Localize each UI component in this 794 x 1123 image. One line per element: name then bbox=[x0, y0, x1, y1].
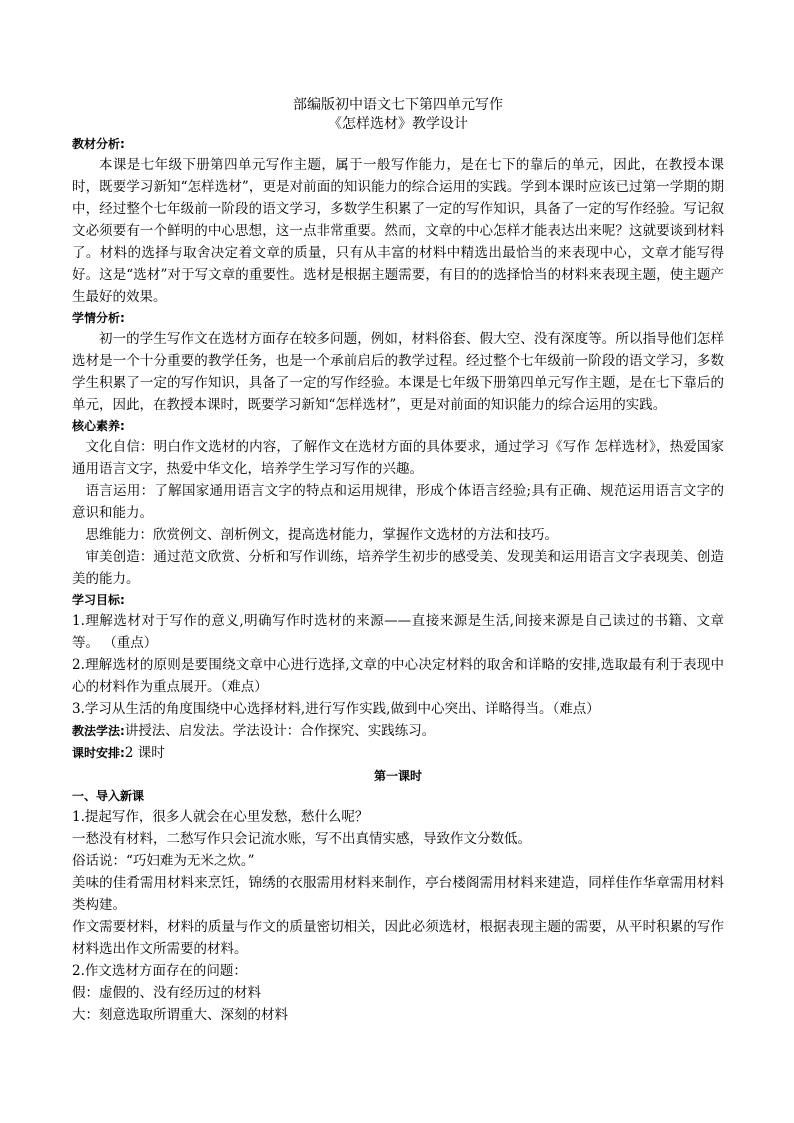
learning-goal-item: 2.理解选材的原则是要围绕文章中心进行选择,文章的中心决定材料的取舍和详略的安排,选取最有利于表现中心的材料作为重点展开。（难点） bbox=[72, 657, 724, 695]
class-hours-line bbox=[72, 742, 724, 764]
materials-analysis-text: 本课是七年级下册第四单元写作主题，属于一般写作能力，是在七下的靠后的单元，因此，在教授本课时，既要学习新知“怎样选材”，更是对前面的知识能力的综合运用的实践。学到本课时应该已过第一学期的期中，经过整个七年级前一阶段的语文学习，多数学生积累了一定的写作知识，具备了一定的写作经验。写记叙文必须要有一个鲜明的中心思想，这一点非常重要。然而，文章的中心怎样才能表达出来呢？这就要谈到材料了。材料的选择与取舍决定着文章的质量，只有从丰富的材料中精选出最恰当的来表现中心，文章才能写得好。这是“选材”对于写文章的重要性。选材是根据主题需要，有目的的选择恰当的材料来表现主题，使主题产生最好的效果。 bbox=[72, 157, 724, 305]
teaching-method-text: 讲授法、启发法。学法设计：合作探究、实践练习。 bbox=[124, 723, 436, 739]
lesson-line: 大：刻意选取所谓重大、深刻的材料 bbox=[72, 1007, 288, 1023]
lesson-line: 俗话说：“巧妇难为无米之炊。” bbox=[72, 853, 255, 869]
core-literacy-item-culture: 文化自信：明白作文选材的内容，了解作文在选材方面的具体要求，通过学习《写作 怎样选材》，热爱国家通用语言文字，热爱中华文化，培养学生学习写作的兴趣。 bbox=[72, 439, 724, 477]
lesson-line: 作文需要材料，材料的质量与作文的质量密切相关，因此必须选材，根据表现主题的需要，从平时积累的写作材料选出作文所需要的材料。 bbox=[72, 919, 724, 957]
materials-analysis-heading: 教材分析: bbox=[72, 137, 125, 151]
lesson-line: 2.作文选材方面存在的问题： bbox=[72, 963, 247, 979]
core-literacy-heading: 核心素养: bbox=[72, 419, 125, 433]
learning-goals-heading: 学习目标: bbox=[72, 593, 125, 607]
core-literacy-item-aesthetics: 审美创造：通过范文欣赏、分析和写作训练，培养学生初步的感受美、发现美和运用语言文字表现美、创造美的能力。 bbox=[72, 549, 724, 587]
learner-analysis-text: 初一的学生写作文在选材方面存在较多问题，例如，材料俗套、假大空、没有深度等。所以指导他们怎样选材是一个十分重要的教学任务，也是一个承前启后的教学过程。经过整个七年级前一阶段的语文学习，多数学生积累了一定的写作知识，具备了一定的写作经验。本课是七年级下册第四单元写作主题，是在七下靠后的单元，因此，在教授本课时，既要学习新知“怎样选材”，更是对前面的知识能力的综合运用的实践。 bbox=[72, 331, 724, 413]
learner-analysis-heading: 学情分析: bbox=[72, 311, 125, 325]
class-hours-text: 2 课时 bbox=[124, 745, 165, 761]
lesson-line: 假：虚假的、没有经历过的材料 bbox=[72, 985, 261, 1001]
core-literacy-item-language: 语言运用：了解国家通用语言文字的特点和运用规律，形成个体语言经验;具有正确、规范运用语言文字的意识和能力。 bbox=[72, 483, 724, 521]
lesson-line: 美味的佳肴需用材料来烹饪，锦绣的衣服需用材料来制作，亭台楼阁需用材料来建造，同样佳作华章需用材料类构建。 bbox=[72, 875, 724, 913]
learning-goal-item: 3.学习从生活的角度围绕中心选择材料,进行写作实践,做到中心突出、详略得当。（难点） bbox=[72, 701, 600, 717]
document-subtitle: 《怎样选材》教学设计 bbox=[328, 116, 468, 132]
class-hours-label: 课时安排: bbox=[72, 746, 125, 760]
learning-goal-item: 1.理解选材对于写作的意义,明确写作时选材的来源——直接来源是生活,间接来源是自己读过的书籍、文章等。 （重点） bbox=[72, 613, 724, 651]
intro-part-heading: 一、导入新课 bbox=[72, 789, 145, 803]
teaching-method-line bbox=[72, 720, 724, 742]
core-literacy-item-thinking: 思维能力：欣赏例文、剖析例文，提高选材能力，掌握作文选材的方法和技巧。 bbox=[85, 527, 558, 543]
teaching-method-label: 教法学法: bbox=[72, 724, 125, 738]
document-title: 部编版初中语文七下第四单元写作 bbox=[293, 97, 503, 113]
lesson-line: 一愁没有材料，二愁写作只会记流水账，写不出真情实感，导致作文分数低。 bbox=[72, 831, 531, 847]
document-page bbox=[72, 96, 724, 1026]
lesson-line: 1.提起写作，很多人就会在心里发愁，愁什么呢？ bbox=[72, 809, 369, 825]
lesson-one-heading: 第一课时 bbox=[373, 769, 422, 783]
